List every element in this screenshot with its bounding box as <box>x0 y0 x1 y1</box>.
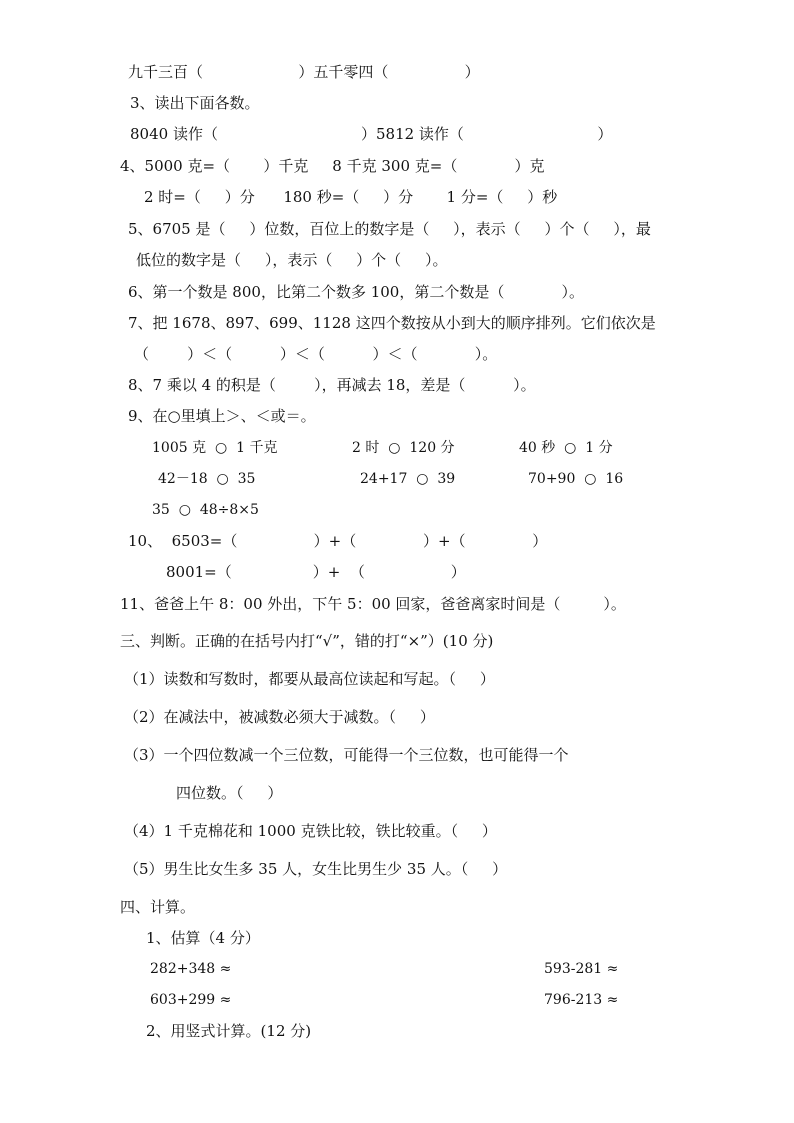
question-10-line-2: 8001=（ ）+ （ ） <box>166 563 466 581</box>
judge-2: （2）在减法中，被减数必须大于减数。（ ） <box>124 708 435 726</box>
question-3-read: 8040 读作（ ）5812 读作（ ） <box>130 125 613 143</box>
judge-1: （1）读数和写数时，都要从最高位读起和写起。（ ） <box>124 670 495 688</box>
question-7-line-1: 7、把 1678、897、699、1128 这四个数按从小到大的顺序排列。它们依次是 <box>128 314 656 332</box>
question-5-line-2: 低位的数字是（ ），表示（ ）个（ ）。 <box>136 251 448 269</box>
section-3-title: 三、判断。正确的在括号内打“√”，错的打“×”）(10 分) <box>120 632 494 650</box>
question-6: 6、第一个数是 800，比第二个数多 100，第二个数是（ ）。 <box>128 283 585 301</box>
question-10-line-1: 10、 6503=（ ）+（ ）+（ ） <box>128 532 548 550</box>
question-3-title: 3、读出下面各数。 <box>130 94 260 112</box>
judge-4: （4）1 千克棉花和 1000 克铁比较，铁比较重。（ ） <box>124 822 497 840</box>
estimate-title: 1、估算（4 分） <box>146 929 260 947</box>
question-5-line-1: 5、6705 是（ ）位数，百位上的数字是（ ），表示（ ）个（ ），最 <box>128 220 651 238</box>
judge-5: （5）男生比女生多 35 人，女生比男生少 35 人。（ ） <box>124 860 508 878</box>
estimate-3: 603+299 ≈ <box>150 992 232 1008</box>
question-4-line-1: 4、5000 克=（ ）千克 8 千克 300 克=（ ）克 <box>120 157 545 175</box>
question-8: 8、7 乘以 4 的积是（ ），再减去 18，差是（ ）。 <box>128 376 536 394</box>
compare-7: 35 ○ 48÷8×5 <box>152 502 259 518</box>
compare-5: 24+17 ○ 39 <box>360 471 456 487</box>
section-4-title: 四、计算。 <box>120 898 196 916</box>
compare-2: 2 时 ○ 120 分 <box>352 440 455 456</box>
compare-1: 1005 克 ○ 1 千克 <box>152 440 278 456</box>
judge-3-line-2: 四位数。（ ） <box>176 784 283 802</box>
compare-4: 42－18 ○ 35 <box>158 471 256 487</box>
estimate-4: 796-213 ≈ <box>544 992 619 1008</box>
estimate-2: 593-281 ≈ <box>544 961 619 977</box>
line-number-words: 九千三百（ ）五千零四（ ） <box>128 63 480 81</box>
compare-6: 70+90 ○ 16 <box>528 471 624 487</box>
compare-3: 40 秒 ○ 1 分 <box>519 440 613 456</box>
estimate-1: 282+348 ≈ <box>150 961 232 977</box>
judge-3-line-1: （3）一个四位数减一个三位数，可能得一个三位数，也可能得一个 <box>124 746 569 764</box>
question-4-line-2: 2 时=（ ）分 180 秒=（ ）分 1 分=（ ）秒 <box>144 188 558 206</box>
vertical-calc-title: 2、用竖式计算。(12 分) <box>146 1022 312 1040</box>
question-11: 11、爸爸上午 8：00 外出，下午 5：00 回家，爸爸离家时间是（ ）。 <box>120 595 626 613</box>
question-7-line-2: （ ）＜（ ）＜（ ）＜（ ）。 <box>134 345 498 363</box>
question-9-title: 9、在○里填上＞、＜或＝。 <box>128 407 316 425</box>
